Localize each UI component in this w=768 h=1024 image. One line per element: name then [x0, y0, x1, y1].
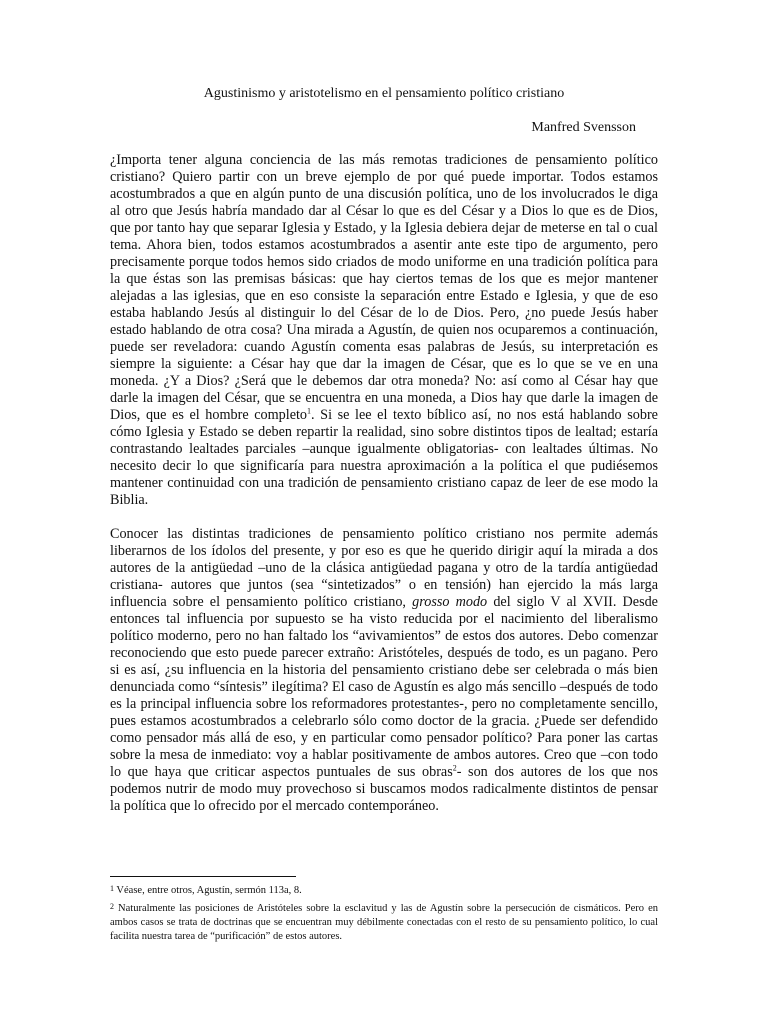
- footnote-1-text: Véase, entre otros, Agustín, sermón 113a, 8.: [114, 885, 302, 896]
- footnote-ref-2: 2: [452, 763, 457, 773]
- footnote-2-mark: 2: [110, 902, 114, 911]
- footnote-1-mark: 1: [110, 884, 114, 893]
- footnote-1: [110, 882, 658, 898]
- footnote-2: [110, 900, 658, 944]
- paragraph-1: [110, 152, 658, 509]
- footnotes: [110, 882, 658, 946]
- footnote-2-text: Naturalmente las posiciones de Aristóteles sobre la esclavitud y las de Agustín sobre la persecución de cismáticos. Pero en ambos casos se trata de doctrinas que se encuentran muy débilmente conectadas con el resto de su pensamiento político, lo cual facilita nuestra tarea de “purificación” de estos autores.: [110, 903, 658, 942]
- paragraph-2-text-c: - son dos autores de los que nos podemos nutrir de modo muy provechoso si buscamos modos radicalmente distintos de pensar la política que lo ofrecido por el mercado contemporáneo.: [110, 764, 658, 814]
- paragraph-2-italic: grosso modo: [412, 594, 488, 610]
- paragraph-2-text-b: del siglo V al XVII. Desde entonces tal influencia por supuesto se ha visto reducida por el nacimiento del liberalismo político moderno, pero no han faltado los “avivamientos” de estos dos autores. Debo comenzar reconociendo que esto puede parecer extraño: Aristóteles, después de todo, es un pagano. Pero si es así, ¿su influencia en la historia del pensamiento cristiano debe ser celebrada o más bien denunciada como “síntesis” ilegítima? El caso de Agustín es algo más sencillo –después de todo es la principal influencia sobre los reformadores protestantes-, pero no completamente sencillo, pues estamos acostumbrados a celebrarlo sólo como doctor de la gracia. ¿Puede ser defendido como pensador más allá de eso, y en particular como pensador político? Para poner las cartas sobre la mesa de inmediato: voy a hablar positivamente de ambos autores. Creo que –con todo lo que haya que criticar aspectos puntuales de sus obras: [110, 594, 658, 780]
- paragraph-2: [110, 526, 658, 815]
- footnote-ref-1: 1: [307, 406, 312, 416]
- document-title: Agustinismo y aristotelismo en el pensamiento político cristiano: [203, 86, 565, 101]
- paragraph-1-text-b: . Si se lee el texto bíblico así, no nos está hablando sobre cómo Iglesia y Estado se deben repartir la realidad, sino sobre distintos tipos de lealtad; estaría contrastando lealtades parciales –aunque igualmente obligatorias- con lealtades últimas. No necesito decir lo que significaría para nuestra aproximación a la política el que pudiésemos mantener continuidad con una tradición de pensamiento cristiano capaz de leer de ese modo la Biblia.: [110, 407, 658, 508]
- footnote-divider: [110, 876, 296, 877]
- document-body: [110, 152, 658, 832]
- paragraph-1-text-a: ¿Importa tener alguna conciencia de las más remotas tradiciones de pensamiento político cristiano? Quiero partir con un breve ejemplo de por qué puede importar. Todos estamos acostumbrados a que en algún punto de una discusión política, uno de los involucrados le diga al otro que Jesús habría mandado dar al César lo que es del César y a Dios lo que es de Dios, que por tanto hay que separar Iglesia y Estado, y la Iglesia debiera dejar de meterse en tal o cual tema. Ahora bien, todos estamos acostumbrados a asentir ante este tipo de argumento, pero precisamente porque todos hemos sido criados de modo uniforme en una tradición política para la que éstas son las premisas básicas: que hay ciertos temas de los que es mejor mantener alejadas a las iglesias, que en eso consiste la separación entre Estado e Iglesia, y que de eso estaba hablando Jesús al distinguir lo del César de lo de Dios. Pero, ¿no puede Jesús haber estado hablando de otra cosa? Una mirada a Agustín, de quien nos ocuparemos a continuación, puede ser reveladora: cuando Agustín comenta esas palabras de Jesús, su interpretación es siempre la siguiente: a César hay que dar la imagen de César, que es lo que se ve en una moneda. ¿Y a Dios? ¿Será que le debemos dar otra moneda? No: así como al César hay que darle la imagen del César, que se encuentra en una moneda, a Dios hay que darle la imagen de Dios, que es el hombre completo: [110, 152, 658, 423]
- document-author: Manfred Svensson: [531, 120, 636, 135]
- paragraph-2-text-a: Conocer las distintas tradiciones de pensamiento político cristiano nos permite además liberarnos de los ídolos del presente, y por eso es que he querido dirigir aquí la mirada a dos autores de la antigüedad –uno de la clásica antigüedad pagana y otro de la tardía antigüedad cristiana- autores que juntos (sea “sintetizados” o en tensión) han ejercido la más larga influencia sobre el pensamiento político cristiano,: [110, 526, 658, 610]
